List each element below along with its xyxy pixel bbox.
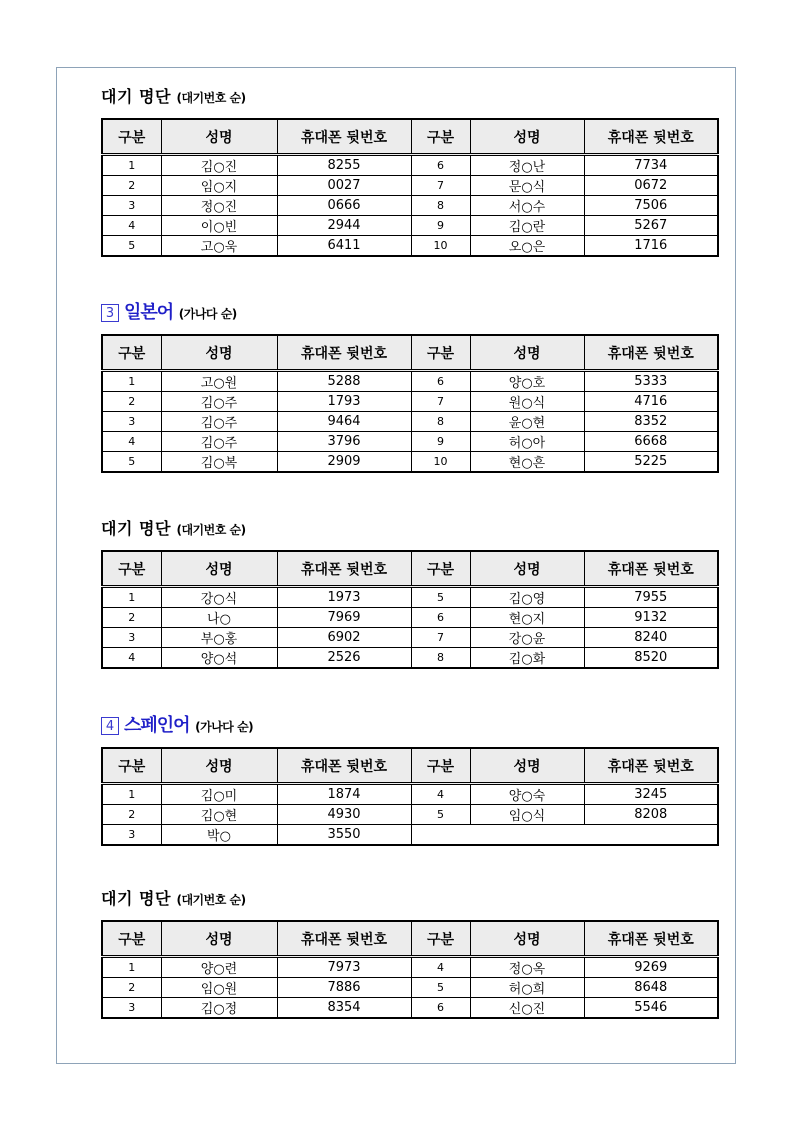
section-title-text: 일본어 xyxy=(124,302,174,323)
section-number: 4 xyxy=(101,717,119,735)
phone-cell: 5288 xyxy=(277,371,411,392)
column-header: 휴대폰 뒷번호 xyxy=(584,921,718,957)
column-header: 휴대폰 뒷번호 xyxy=(277,748,411,784)
name-cell: 임○지 xyxy=(161,176,277,196)
table-row xyxy=(102,452,718,473)
roster-table xyxy=(101,747,719,846)
phone-cell: 5546 xyxy=(584,998,718,1019)
phone-cell: 4716 xyxy=(584,392,718,412)
name-cell: 문○식 xyxy=(470,176,584,196)
name-cell: 임○원 xyxy=(161,978,277,998)
phone-cell: 1793 xyxy=(277,392,411,412)
phone-cell: 5225 xyxy=(584,452,718,473)
phone-cell: 0027 xyxy=(277,176,411,196)
section-title xyxy=(101,516,717,542)
row-index: 3 xyxy=(102,196,161,216)
name-cell: 임○식 xyxy=(470,805,584,825)
column-header: 성명 xyxy=(161,551,277,587)
column-header: 휴대폰 뒷번호 xyxy=(584,119,718,155)
roster-table xyxy=(101,550,719,669)
row-index: 6 xyxy=(411,371,470,392)
column-header: 성명 xyxy=(470,119,584,155)
row-index: 10 xyxy=(411,452,470,473)
table-row xyxy=(102,608,718,628)
phone-cell: 8520 xyxy=(584,648,718,669)
phone-cell: 7955 xyxy=(584,587,718,608)
name-cell: 김○주 xyxy=(161,412,277,432)
row-index: 4 xyxy=(411,957,470,978)
table-row xyxy=(102,392,718,412)
column-header: 휴대폰 뒷번호 xyxy=(277,335,411,371)
name-cell: 정○난 xyxy=(470,155,584,176)
empty-cell xyxy=(411,825,718,846)
section-2 xyxy=(101,300,717,473)
name-cell: 나○ xyxy=(161,608,277,628)
row-index: 2 xyxy=(102,805,161,825)
section-title-text: 대기 명단 xyxy=(101,87,171,106)
column-header: 성명 xyxy=(161,748,277,784)
name-cell: 고○욱 xyxy=(161,236,277,257)
row-index: 5 xyxy=(102,452,161,473)
name-cell: 김○화 xyxy=(470,648,584,669)
name-cell: 신○진 xyxy=(470,998,584,1019)
row-index: 8 xyxy=(411,648,470,669)
row-index: 10 xyxy=(411,236,470,257)
name-cell: 서○수 xyxy=(470,196,584,216)
phone-cell: 9464 xyxy=(277,412,411,432)
phone-cell: 1973 xyxy=(277,587,411,608)
phone-cell: 9132 xyxy=(584,608,718,628)
phone-cell: 3245 xyxy=(584,784,718,805)
column-header: 구분 xyxy=(102,335,161,371)
row-index: 2 xyxy=(102,978,161,998)
roster-table xyxy=(101,118,719,257)
row-index: 5 xyxy=(411,978,470,998)
table-row xyxy=(102,176,718,196)
table-row xyxy=(102,784,718,805)
table-row xyxy=(102,587,718,608)
name-cell: 양○숙 xyxy=(470,784,584,805)
column-header: 성명 xyxy=(470,921,584,957)
phone-cell: 0666 xyxy=(277,196,411,216)
row-index: 9 xyxy=(411,432,470,452)
name-cell: 현○지 xyxy=(470,608,584,628)
name-cell: 부○홍 xyxy=(161,628,277,648)
phone-cell: 8354 xyxy=(277,998,411,1019)
column-header: 구분 xyxy=(411,748,470,784)
name-cell: 박○ xyxy=(161,825,277,846)
row-index: 6 xyxy=(411,608,470,628)
name-cell: 김○란 xyxy=(470,216,584,236)
name-cell: 윤○현 xyxy=(470,412,584,432)
row-index: 2 xyxy=(102,608,161,628)
column-header: 휴대폰 뒷번호 xyxy=(584,551,718,587)
column-header: 구분 xyxy=(102,748,161,784)
table-row xyxy=(102,648,718,669)
section-title-text: 스페인어 xyxy=(124,715,190,736)
name-cell: 이○빈 xyxy=(161,216,277,236)
column-header: 성명 xyxy=(161,921,277,957)
row-index: 3 xyxy=(102,412,161,432)
phone-cell: 1716 xyxy=(584,236,718,257)
name-cell: 김○정 xyxy=(161,998,277,1019)
row-index: 8 xyxy=(411,412,470,432)
row-index: 7 xyxy=(411,628,470,648)
table-row xyxy=(102,371,718,392)
phone-cell: 7969 xyxy=(277,608,411,628)
section-title-text: 대기 명단 xyxy=(101,519,171,538)
name-cell: 허○아 xyxy=(470,432,584,452)
table-row xyxy=(102,957,718,978)
phone-cell: 7973 xyxy=(277,957,411,978)
section-subtitle: (가나다 순) xyxy=(195,720,254,734)
name-cell: 현○흔 xyxy=(470,452,584,473)
table-row xyxy=(102,155,718,176)
row-index: 1 xyxy=(102,587,161,608)
phone-cell: 8255 xyxy=(277,155,411,176)
row-index: 2 xyxy=(102,176,161,196)
phone-cell: 8240 xyxy=(584,628,718,648)
row-index: 6 xyxy=(411,998,470,1019)
phone-cell: 2944 xyxy=(277,216,411,236)
name-cell: 양○호 xyxy=(470,371,584,392)
name-cell: 오○은 xyxy=(470,236,584,257)
table-row xyxy=(102,196,718,216)
column-header: 구분 xyxy=(411,551,470,587)
row-index: 7 xyxy=(411,176,470,196)
phone-cell: 1874 xyxy=(277,784,411,805)
phone-cell: 8648 xyxy=(584,978,718,998)
section-3 xyxy=(101,516,717,669)
name-cell: 원○식 xyxy=(470,392,584,412)
table-row xyxy=(102,978,718,998)
section-title xyxy=(101,300,717,326)
phone-cell: 8352 xyxy=(584,412,718,432)
table-row xyxy=(102,412,718,432)
row-index: 4 xyxy=(102,432,161,452)
column-header: 구분 xyxy=(411,921,470,957)
phone-cell: 6902 xyxy=(277,628,411,648)
row-index: 3 xyxy=(102,998,161,1019)
phone-cell: 9269 xyxy=(584,957,718,978)
section-title xyxy=(101,84,717,110)
section-subtitle: (가나다 순) xyxy=(178,307,237,321)
column-header: 성명 xyxy=(161,119,277,155)
phone-cell: 3796 xyxy=(277,432,411,452)
row-index: 4 xyxy=(411,784,470,805)
table-row xyxy=(102,236,718,257)
section-subtitle: (대기번호 순) xyxy=(176,91,246,105)
phone-cell: 5333 xyxy=(584,371,718,392)
column-header: 휴대폰 뒷번호 xyxy=(584,335,718,371)
section-title-text: 대기 명단 xyxy=(101,889,171,908)
roster-table xyxy=(101,920,719,1019)
phone-cell: 6668 xyxy=(584,432,718,452)
section-1 xyxy=(101,84,717,257)
row-index: 5 xyxy=(411,587,470,608)
phone-cell: 2526 xyxy=(277,648,411,669)
row-index: 7 xyxy=(411,392,470,412)
column-header: 휴대폰 뒷번호 xyxy=(277,551,411,587)
name-cell: 양○련 xyxy=(161,957,277,978)
name-cell: 강○식 xyxy=(161,587,277,608)
row-index: 1 xyxy=(102,957,161,978)
section-title xyxy=(101,886,717,912)
section-4 xyxy=(101,713,717,846)
phone-cell: 4930 xyxy=(277,805,411,825)
name-cell: 양○석 xyxy=(161,648,277,669)
row-index: 1 xyxy=(102,371,161,392)
phone-cell: 8208 xyxy=(584,805,718,825)
row-index: 1 xyxy=(102,155,161,176)
row-index: 4 xyxy=(102,216,161,236)
phone-cell: 0672 xyxy=(584,176,718,196)
name-cell: 김○주 xyxy=(161,432,277,452)
section-subtitle: (대기번호 순) xyxy=(176,523,246,537)
column-header: 휴대폰 뒷번호 xyxy=(277,921,411,957)
section-5 xyxy=(101,886,717,1019)
row-index: 3 xyxy=(102,628,161,648)
column-header: 구분 xyxy=(411,119,470,155)
column-header: 구분 xyxy=(102,551,161,587)
row-index: 9 xyxy=(411,216,470,236)
table-row xyxy=(102,216,718,236)
phone-cell: 5267 xyxy=(584,216,718,236)
row-index: 2 xyxy=(102,392,161,412)
name-cell: 정○진 xyxy=(161,196,277,216)
row-index: 3 xyxy=(102,825,161,846)
table-row xyxy=(102,628,718,648)
phone-cell: 7734 xyxy=(584,155,718,176)
name-cell: 정○옥 xyxy=(470,957,584,978)
phone-cell: 7886 xyxy=(277,978,411,998)
column-header: 성명 xyxy=(470,335,584,371)
phone-cell: 6411 xyxy=(277,236,411,257)
section-number: 3 xyxy=(101,304,119,322)
phone-cell: 2909 xyxy=(277,452,411,473)
column-header: 구분 xyxy=(102,921,161,957)
column-header: 구분 xyxy=(102,119,161,155)
name-cell: 허○희 xyxy=(470,978,584,998)
name-cell: 김○진 xyxy=(161,155,277,176)
section-title xyxy=(101,713,717,739)
row-index: 5 xyxy=(411,805,470,825)
name-cell: 김○복 xyxy=(161,452,277,473)
row-index: 5 xyxy=(102,236,161,257)
table-row xyxy=(102,998,718,1019)
name-cell: 김○주 xyxy=(161,392,277,412)
row-index: 8 xyxy=(411,196,470,216)
column-header: 휴대폰 뒷번호 xyxy=(277,119,411,155)
roster-table xyxy=(101,334,719,473)
row-index: 4 xyxy=(102,648,161,669)
column-header: 성명 xyxy=(161,335,277,371)
table-row xyxy=(102,825,718,846)
row-index: 1 xyxy=(102,784,161,805)
name-cell: 고○원 xyxy=(161,371,277,392)
name-cell: 강○윤 xyxy=(470,628,584,648)
name-cell: 김○현 xyxy=(161,805,277,825)
table-row xyxy=(102,805,718,825)
column-header: 성명 xyxy=(470,748,584,784)
column-header: 휴대폰 뒷번호 xyxy=(584,748,718,784)
phone-cell: 7506 xyxy=(584,196,718,216)
table-row xyxy=(102,432,718,452)
name-cell: 김○영 xyxy=(470,587,584,608)
name-cell: 김○미 xyxy=(161,784,277,805)
section-subtitle: (대기번호 순) xyxy=(176,893,246,907)
phone-cell: 3550 xyxy=(277,825,411,846)
column-header: 구분 xyxy=(411,335,470,371)
row-index: 6 xyxy=(411,155,470,176)
column-header: 성명 xyxy=(470,551,584,587)
